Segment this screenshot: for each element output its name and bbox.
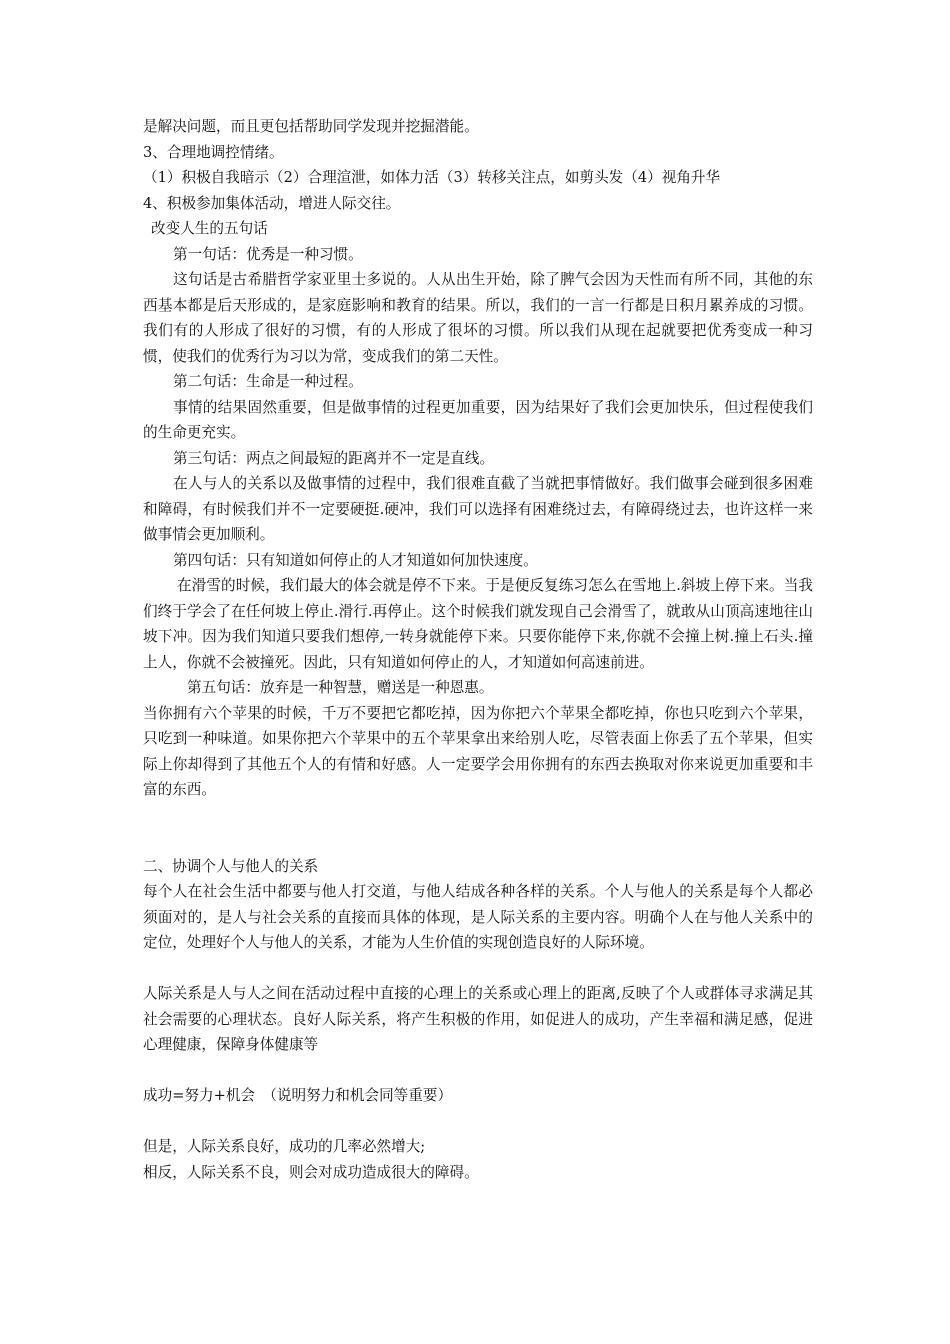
text-line: 是解决问题，而且更包括帮助同学发现并挖掘潜能。 bbox=[143, 118, 479, 135]
section-2-title: 二、协调个人与他人的关系 bbox=[143, 857, 319, 875]
spacer bbox=[143, 1109, 813, 1135]
sentence-1-body: 这句话是古希腊哲学家亚里士多说的。人从出生开始，除了脾气会因为天性而有所不同，其他的东西基本都是后天形成的，是家庭影响和教育的结果。所以，我们的一言一行都是日积月累养成的习惯。我们有的人形成了很好的习惯，有的人形成了很坏的习惯。所以我们从现在起就要把优秀变成一种习惯，使我们的优秀行为习以为常，变成我们的第二天性。 bbox=[143, 271, 813, 365]
good-relations-line: 但是，人际关系良好，成功的几率必然增大; bbox=[143, 1138, 426, 1155]
emotion-methods: （1）积极自我暗示（2）合理渲泄，如体力活（3）转移关注点，如剪头发（4）视角升华 bbox=[143, 169, 721, 186]
list-item-4: 4、积极参加集体活动，增进人际交往。 bbox=[143, 194, 401, 212]
bad-relations-line: 相反，人际关系不良，则会对成功造成很大的障碍。 bbox=[143, 1163, 479, 1181]
list-item-3: 3、合理地调控情绪。 bbox=[143, 143, 284, 161]
section-2-body: 每个人在社会生活中都要与他人打交道，与他人结成各种各样的关系。个人与他人的关系是每个人都必须面对的，是人与社会关系的直接而具体的体现，是人际关系的主要内容。明确个人在与他人关系中的定位，处理好个人与他人的关系，才能为人生价值的实现创造良好的人际环境。 bbox=[143, 883, 813, 951]
sentence-2-title: 第二句话：生命是一种过程。 bbox=[173, 373, 363, 390]
spacer bbox=[143, 1058, 813, 1084]
sentence-5-title: 第五句话：放弃是一种智慧，赠送是一种恩惠。 bbox=[187, 679, 494, 696]
sentence-4-body: 在滑雪的时候，我们最大的体会就是停不下来。于是便反复练习怎么在雪地上.斜坡上停下来。当我们终于学会了在任何坡上停止.滑行.再停止。这个时候我们就发现自己会滑雪了，就敢从山顶高速地往山坡下冲。因为我们知道只要我们想停,一转身就能停下来。只要你能停下来,你就不会撞上树.撞上石头.撞上人，你就不会被撞死。因此，只有知道如何停止的人，才知道如何高速前进。 bbox=[143, 577, 813, 671]
sentence-2-body: 事情的结果固然重要，但是做事情的过程更加重要，因为结果好了我们会更加快乐，但过程使我们的生命更充实。 bbox=[143, 398, 813, 441]
sentence-4-title: 第四句话：只有知道如何停止的人才知道如何加快速度。 bbox=[173, 551, 538, 569]
sentence-1-title: 第一句话：优秀是一种习惯。 bbox=[173, 245, 363, 263]
sentence-3-body: 在人与人的关系以及做事情的过程中，我们很难直截了当就把事情做好。我们做事会碰到很多困难和障碍，有时候我们并不一定要硬挺.硬冲，我们可以选择有困难绕过去，有障碍绕过去，也许这样一来做事情会更加顺利。 bbox=[143, 475, 813, 543]
success-formula: 成功=努力+机会 （说明努力和机会同等重要） bbox=[143, 1087, 453, 1104]
spacer bbox=[143, 956, 813, 982]
document-page bbox=[143, 114, 813, 1185]
sentence-3-title: 第三句话：两点之间最短的距离并不一定是直线。 bbox=[173, 449, 495, 467]
spacer bbox=[143, 803, 813, 854]
sentence-5-body: 当你拥有六个苹果的时候，千万不要把它都吃掉，因为你把六个苹果全都吃掉，你也只吃到六个苹果，只吃到一种味道。如果你把六个苹果中的五个苹果拿出来给别人吃，尽管表面上你丢了五个苹果，但实际上你却得到了其他五个人的有情和好感。人一定要学会用你拥有的东西去换取对你来说更加重要和丰富的东西。 bbox=[143, 704, 813, 798]
section-title-five-sentences: 改变人生的五句话 bbox=[151, 220, 268, 237]
relationship-definition: 人际关系是人与人之间在活动过程中直接的心理上的关系或心理上的距离,反映了个人或群体寻求满足其社会需要的心理状态。良好人际关系，将产生积极的作用，如促进人的成功，产生幸福和满足感，促进心理健康，保障身体健康等 bbox=[143, 985, 813, 1053]
